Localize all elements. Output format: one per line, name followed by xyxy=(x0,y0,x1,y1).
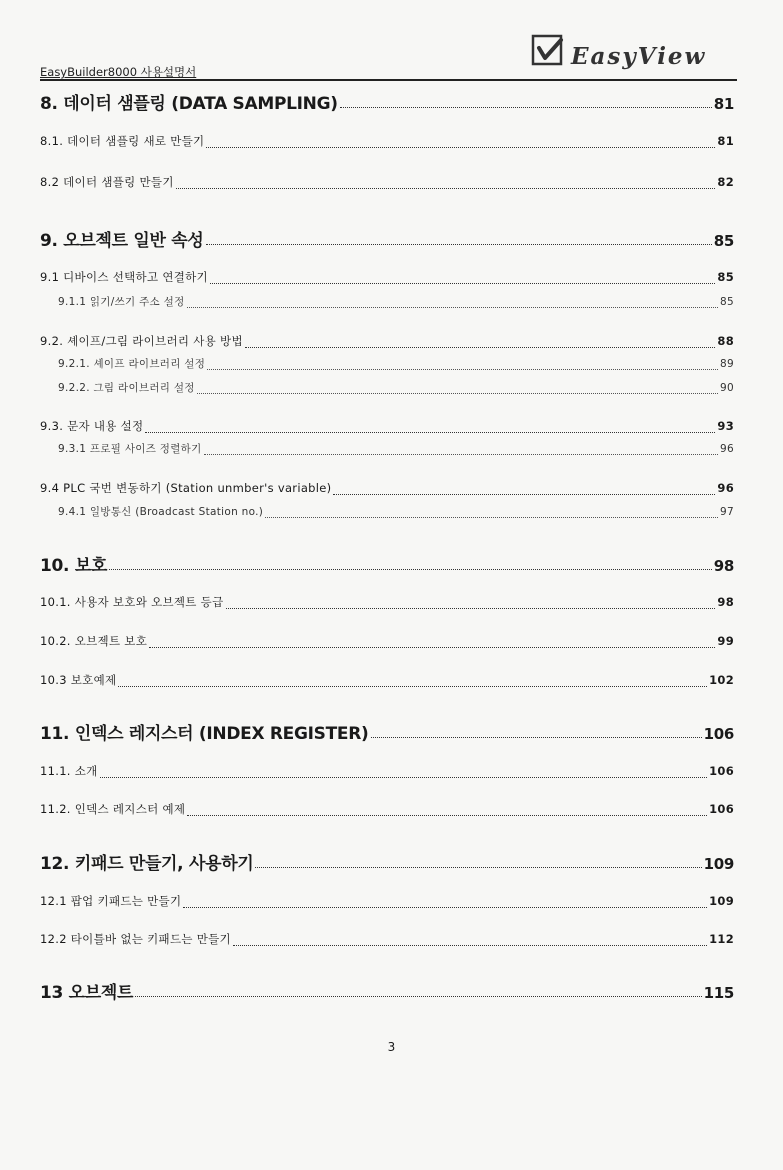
toc-entry-page: 115 xyxy=(703,984,734,1002)
toc-entry-title: 11. 인덱스 레지스터 (INDEX REGISTER) xyxy=(40,724,369,744)
toc-entry-title: 9.3.1 프로필 사이즈 정렬하기 xyxy=(58,443,202,455)
easyview-logo-icon xyxy=(531,34,565,68)
toc-entry-page: 85 xyxy=(720,296,734,308)
toc-dot-leader xyxy=(197,393,718,394)
toc-entry-page: 82 xyxy=(717,175,734,189)
toc-dot-leader xyxy=(135,996,701,997)
toc-entry-page: 85 xyxy=(717,270,734,284)
toc-entry-page: 96 xyxy=(720,443,734,455)
toc-entry-title: 9.3. 문자 내용 설정 xyxy=(40,419,144,433)
toc-entry-title: 12.2 타이틀바 없는 키패드는 만들기 xyxy=(40,932,231,946)
toc-dot-leader xyxy=(210,283,715,284)
toc-dot-leader xyxy=(109,569,712,570)
toc-entry[interactable] xyxy=(40,480,734,496)
toc-entry[interactable] xyxy=(58,380,734,395)
toc-entry-title: 9.1.1 읽기/쓰기 주소 설정 xyxy=(58,296,185,308)
toc-entry-page: 99 xyxy=(717,634,734,648)
toc-entry[interactable] xyxy=(40,269,734,285)
toc-entry-title: 9.4.1 일방통신 (Broadcast Station no.) xyxy=(58,506,264,518)
toc-dot-leader xyxy=(118,686,707,687)
toc-dot-leader xyxy=(100,777,708,778)
toc-entry-title: 9.1 디바이스 선택하고 연결하기 xyxy=(40,270,208,284)
easyview-logo xyxy=(529,32,719,76)
toc-entry-title: 9.4 PLC 국번 변동하기 (Station unmber's variable) xyxy=(40,481,332,495)
toc-entry-title: 8.2 데이터 샘플링 만들기 xyxy=(40,175,174,189)
logo-text: EasyView xyxy=(571,43,707,70)
toc-entry-page: 97 xyxy=(720,506,734,518)
toc-entry-page: 85 xyxy=(713,232,734,250)
toc-entry[interactable] xyxy=(40,89,734,114)
toc-entry[interactable] xyxy=(40,418,734,434)
toc-entry-page: 106 xyxy=(709,802,734,816)
toc-entry-title: 10.1. 사용자 보호와 오브젝트 등급 xyxy=(40,595,224,609)
toc-entry[interactable] xyxy=(58,356,734,371)
toc-entry-title: 8.1. 데이터 샘플링 새로 만들기 xyxy=(40,134,205,148)
toc-dot-leader xyxy=(187,307,719,308)
toc-entry[interactable] xyxy=(40,763,734,779)
toc-entry-title: 8. 데이터 샘플링 (DATA SAMPLING) xyxy=(40,94,338,114)
toc-entry-page: 96 xyxy=(717,481,734,495)
toc-entry[interactable] xyxy=(40,719,734,744)
toc-entry-title: 10.3 보호예제 xyxy=(40,673,117,687)
toc-dot-leader xyxy=(333,494,715,495)
toc-entry-title: 13 오브젝트 xyxy=(40,983,134,1003)
toc-dot-leader xyxy=(206,147,715,148)
toc-entry-title: 11.2. 인덱스 레지스터 예제 xyxy=(40,802,186,816)
toc-entry[interactable] xyxy=(40,226,734,251)
page-header xyxy=(40,30,737,82)
page-number: 3 xyxy=(387,1040,396,1054)
toc-dot-leader xyxy=(183,907,707,908)
toc-dot-leader xyxy=(187,815,707,816)
toc-entry-title: 9.2.1. 셰이프 라이브러리 설정 xyxy=(58,358,206,370)
toc-dot-leader xyxy=(245,347,716,348)
toc-entry-page: 109 xyxy=(709,894,734,908)
toc-entry[interactable] xyxy=(40,133,734,149)
toc-entry-title: 10.2. 오브젝트 보호 xyxy=(40,634,148,648)
toc-entry[interactable] xyxy=(40,893,734,909)
toc-dot-leader xyxy=(265,517,718,518)
toc-entry-title: 9. 오브젝트 일반 속성 xyxy=(40,231,204,251)
toc-entry-page: 102 xyxy=(709,673,734,687)
toc-entry-page: 106 xyxy=(709,764,734,778)
toc-entry[interactable] xyxy=(40,333,734,349)
toc-dot-leader xyxy=(207,369,718,370)
toc-dot-leader xyxy=(371,737,702,738)
toc-dot-leader xyxy=(149,647,715,648)
toc-entry-title: 10. 보호 xyxy=(40,556,108,576)
toc-dot-leader xyxy=(176,188,716,189)
toc-entry[interactable] xyxy=(40,849,734,874)
toc-dot-leader xyxy=(340,107,712,108)
toc-entry[interactable] xyxy=(40,174,734,190)
toc-dot-leader xyxy=(206,244,712,245)
document-title: EasyBuilder8000 사용설명서 xyxy=(40,65,197,79)
toc-entry[interactable] xyxy=(40,633,734,649)
toc-entry-page: 98 xyxy=(717,595,734,609)
toc-entry-title: 12. 키패드 만들기, 사용하기 xyxy=(40,854,254,874)
toc-entry-title: 9.2. 셰이프/그림 라이브러리 사용 방법 xyxy=(40,334,243,348)
toc-entry[interactable] xyxy=(58,504,734,519)
toc-entry-page: 88 xyxy=(717,334,734,348)
toc-entry[interactable] xyxy=(40,978,734,1003)
toc-entry[interactable] xyxy=(40,594,734,610)
toc-dot-leader xyxy=(204,454,718,455)
toc-entry[interactable] xyxy=(58,441,734,456)
toc-entry-title: 12.1 팝업 키패드는 만들기 xyxy=(40,894,182,908)
toc-dot-leader xyxy=(226,608,716,609)
toc-dot-leader xyxy=(145,432,715,433)
toc-entry-title: 11.1. 소개 xyxy=(40,764,98,778)
toc-entry-page: 81 xyxy=(717,134,734,148)
toc-entry-page: 81 xyxy=(713,95,734,113)
toc-entry[interactable] xyxy=(40,801,734,817)
toc-entry-title: 9.2.2. 그림 라이브러리 설정 xyxy=(58,382,195,394)
toc-entry-page: 109 xyxy=(703,855,734,873)
toc-entry[interactable] xyxy=(40,551,734,576)
toc-entry-page: 93 xyxy=(717,419,734,433)
toc-entry[interactable] xyxy=(40,931,734,947)
toc-entry-page: 112 xyxy=(709,932,734,946)
toc-entry-page: 90 xyxy=(720,382,734,394)
toc-entry-page: 89 xyxy=(720,358,734,370)
header-rule xyxy=(40,79,737,81)
toc-dot-leader xyxy=(255,867,701,868)
toc-entry[interactable] xyxy=(40,672,734,688)
toc-entry[interactable] xyxy=(58,294,734,309)
toc-entry-page: 106 xyxy=(703,725,734,743)
toc-dot-leader xyxy=(233,945,707,946)
toc-entry-page: 98 xyxy=(713,557,734,575)
